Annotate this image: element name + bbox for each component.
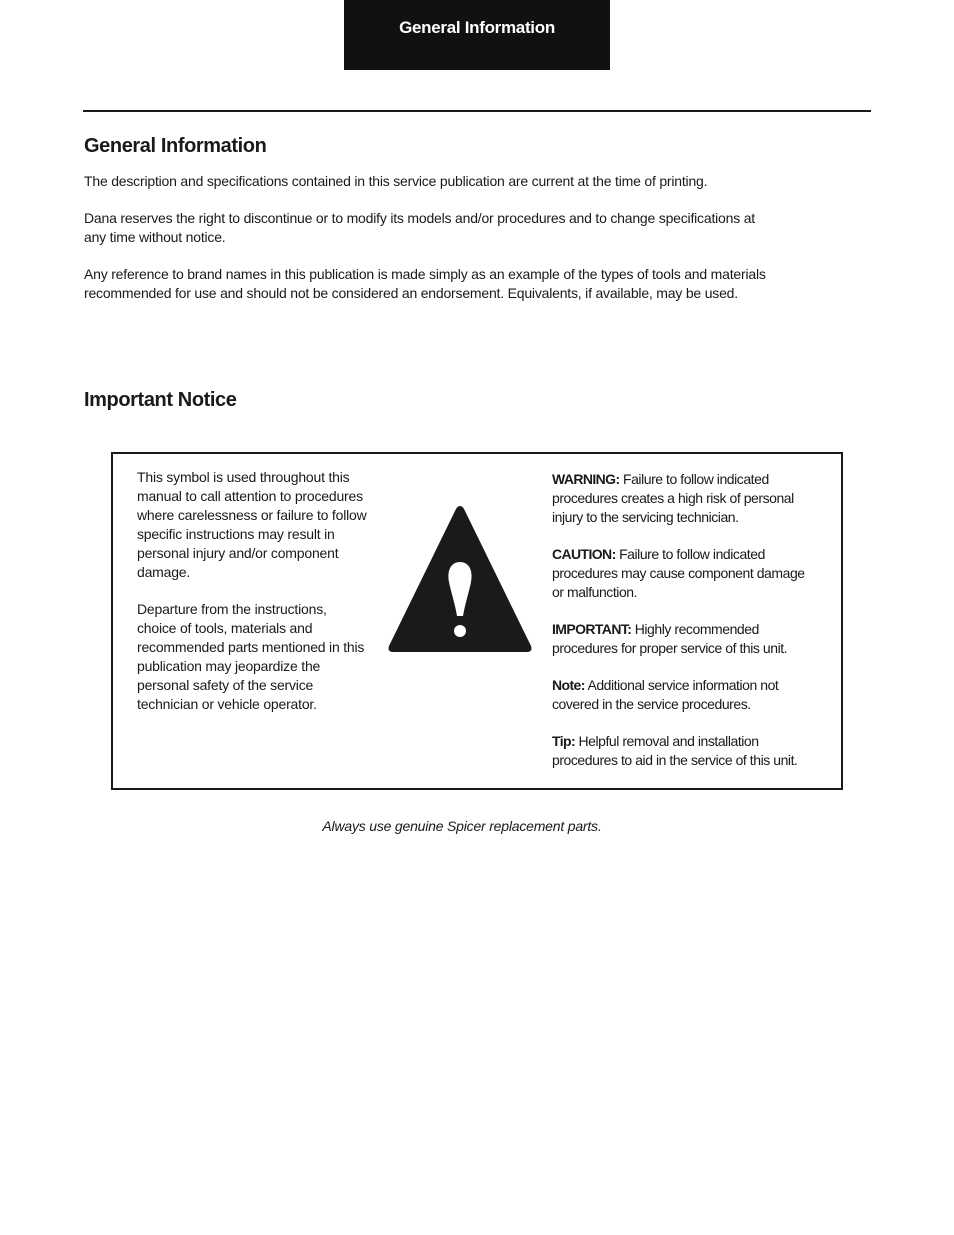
general-paragraph: The description and specifications contained in this service publication are current at the time of printing.: [84, 173, 708, 189]
definition-term: Tip:: [552, 733, 576, 749]
section-header-tab: [344, 0, 610, 70]
definition-term: IMPORTANT:: [552, 621, 632, 637]
definition-warning: [552, 470, 812, 527]
general-paragraph: Dana reserves the right to discontinue or to modify its models and/or procedures and to change specifications at any time without notice.: [84, 210, 755, 245]
definition-text: Highly recommended procedures for proper service of this unit.: [552, 621, 788, 656]
general-information-heading: General Information: [84, 135, 267, 157]
definition-important: [552, 620, 812, 658]
definition-text: Failure to follow indicated procedures creates a high risk of personal injury to the servicing technician.: [552, 471, 794, 525]
definitions-list: [552, 470, 812, 788]
notice-box: [111, 452, 843, 790]
definition-term: Note:: [552, 677, 585, 693]
symbol-paragraph: Departure from the instructions, choice of tools, materials and recommended parts mentioned in this publication may jeopardize the personal safety of the service technician or vehicle operator.: [137, 601, 365, 712]
definition-caution: [552, 545, 812, 602]
definition-term: WARNING:: [552, 471, 620, 487]
definition-text: Helpful removal and installation procedures to aid in the service of this unit.: [552, 733, 798, 768]
symbol-explanation: [137, 468, 369, 732]
definition-text: Failure to follow indicated procedures may cause component damage or malfunction.: [552, 546, 805, 600]
symbol-paragraph: This symbol is used throughout this manual to call attention to procedures where carelessness or failure to follow specific instructions may result in personal injury and/or component damage.: [137, 469, 367, 580]
warning-triangle-icon: [387, 502, 533, 654]
general-paragraph: Any reference to brand names in this publication is made simply as an example of the types of tools and materials recommended for use and should not be considered an endorsement. Equivalents, if available, may be used.: [84, 266, 766, 301]
definition-tip: [552, 732, 812, 770]
definition-note: [552, 676, 812, 714]
definition-text: Additional service information not covered in the service procedures.: [552, 677, 779, 712]
section-header-label: General Information: [399, 18, 555, 37]
definition-term: CAUTION:: [552, 546, 616, 562]
genuine-parts-note: Always use genuine Spicer replacement parts.: [322, 818, 602, 834]
important-notice-heading: Important Notice: [84, 389, 237, 411]
header-divider: [83, 110, 871, 112]
